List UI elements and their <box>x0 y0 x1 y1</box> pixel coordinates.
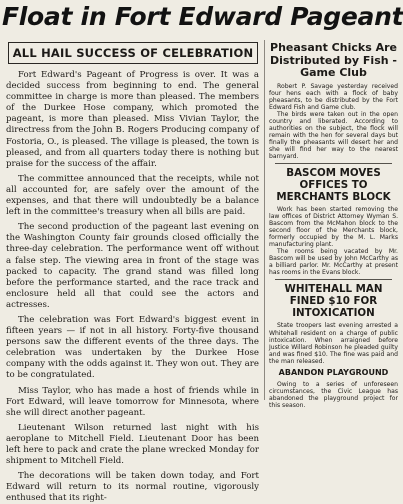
bascom-story-headline: BASCOM MOVES OFFICES TO MERCHANTS BLOCK <box>276 167 391 204</box>
main-article-title: ALL HAIL SUCCESS OF CELEBRATION <box>8 42 258 64</box>
main-article-body <box>0 70 262 504</box>
article-paragraph: Robert P. Savage yesterday received four hens each with a flock of baby pheasants, to be distributed by the Fort Edward Fish and Game club. <box>269 82 398 111</box>
article-paragraph: The rooms being vacated by Mr. Bascom will be used by John McCarthy as a billiard parlor. Mr. McCarthy at present has rooms in the Evans block. <box>269 248 398 277</box>
bascom-story-body <box>267 206 400 276</box>
article-paragraph: Work has been started removing the law offices of District Attorney Wyman S. Bascom from the McMahon block to the second floor of the Merchants block, formerly occupied by the M. L. Marks manufacturing plant. <box>269 206 398 249</box>
story-divider <box>275 279 392 280</box>
article-paragraph: The decorations will be taken down today, and Fort Edward will return to its normal routine, vigorously enthused that its right- <box>6 471 259 504</box>
playground-story-body <box>267 381 400 409</box>
article-paragraph: The second production of the pageant last evening on the Washington County fair grounds closed officially the three-day celebration. The performance went off without a false step. The viewing area in front of the stage was packed to capacity. The grand stand was filled long before the performance started, and the race track and enclosure held all that could see the actors and actresses. <box>6 222 259 310</box>
article-paragraph: Owing to a series of unforeseen circumstances, the Civic League has abandoned the playground project for this season. <box>269 380 398 409</box>
column-divider <box>264 40 265 400</box>
playground-story-headline: ABANDON PLAYGROUND <box>278 367 389 377</box>
article-paragraph: Fort Edward's Pageant of Progress is over. It was a decided success from beginning to end. The general committee in charge is more than pleased. The members of the Durkee Hose company, which promoted the pageant, is more than pleased. Miss Vivian Taylor, the directress from the John B. Rogers Producing company of Fostoria, O., is pleased. The village is pleased, the town is pleased, and from all quarters today there is nothing but praise for the success of the affair. <box>6 70 259 169</box>
pheasant-story-body <box>267 83 400 161</box>
article-paragraph: Miss Taylor, who has made a host of friends while in Fort Edward, will leave tomorrow for Minnesota, where she will direct another pageant. <box>6 385 259 418</box>
article-paragraph: The birds were taken out in the open country and liberated. According to authorities on the subject, the flock will remain with the hen for several days but finally the pheasants will desert her and she will find her way to the nearest barnyard. <box>269 110 398 160</box>
main-article <box>0 40 262 504</box>
article-paragraph: State troopers last evening arrested a Whitehall resident on a charge of public intoxication. When arraigned before Justice Willard Robinson he pleaded guilty and was fined $10. The fine was paid and the man released. <box>269 322 398 365</box>
sidebar-column <box>267 40 400 409</box>
article-paragraph: Lieutenant Wilson returned last night with his aeroplane to Mitchell Field. Lieutenant Door has been left here to pack and crate the plane wrecked Monday for shipment to Mitchell Field. <box>6 422 259 467</box>
whitehall-story-headline: WHITEHALL MAN FINED $10 FOR INTOXICATION <box>284 283 383 320</box>
story-divider <box>275 163 392 164</box>
pheasant-story-headline: Pheasant Chicks Are Distributed by Fish - Game Club <box>270 41 397 79</box>
article-paragraph: The celebration was Fort Edward's biggest event in fifteen years — if not in all history. Forty-five thousand persons saw the different events of the three days. The celebration was undertaken by the Durkee Hose company with the odds against it. They won out. They are to be congratulated. <box>6 314 259 381</box>
article-paragraph: The committee announced that the receipts, while not all accounted for, are safely over the amount of the expenses, and that there will undoubtedly be a balance left in the committee's treasury when all bills are paid. <box>6 173 259 218</box>
whitehall-story-body <box>267 322 400 364</box>
page-headline: Float in Fort Edward Pageant <box>2 2 403 31</box>
